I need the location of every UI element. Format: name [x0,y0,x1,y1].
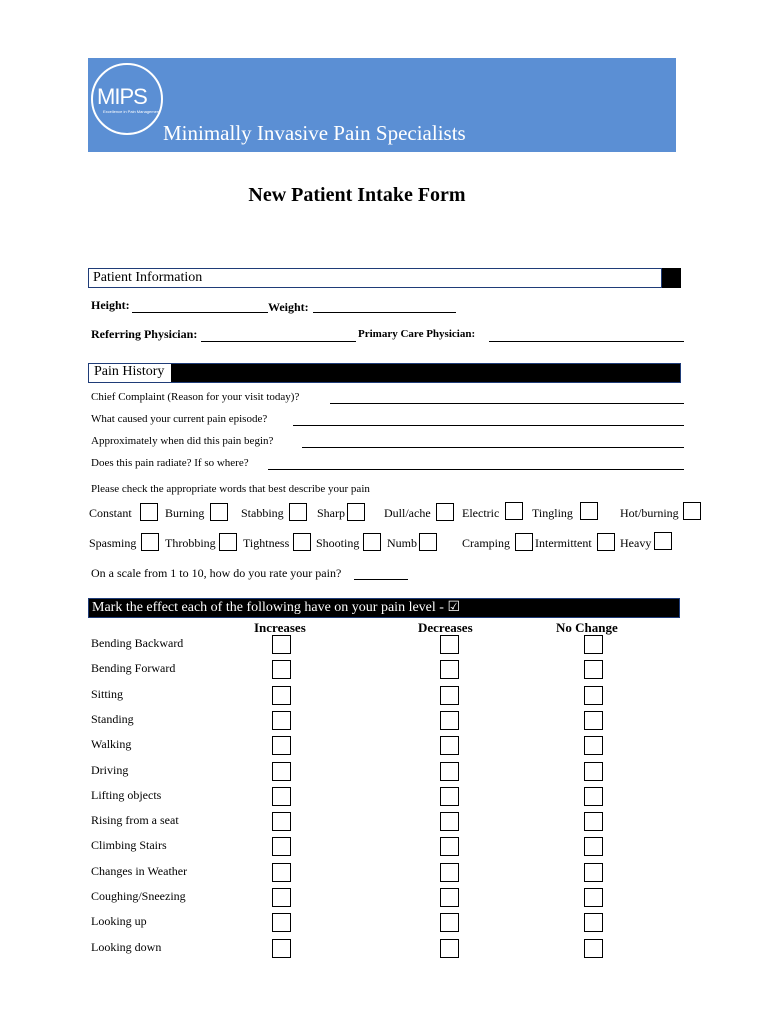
effect-checkbox-increases[interactable] [272,660,291,679]
word-label-electric: Electric [462,506,500,520]
effect-checkbox-decreases[interactable] [440,686,459,705]
effect-checkbox-no-change[interactable] [584,686,603,705]
effect-checkbox-no-change[interactable] [584,736,603,755]
word-checkbox-sharp[interactable] [347,503,365,521]
activity-label: Bending Forward [91,661,176,676]
height-label: Height: [91,298,130,312]
effect-checkbox-increases[interactable] [272,888,291,907]
effect-checkbox-increases[interactable] [272,863,291,882]
word-label-sharp: Sharp [317,506,345,520]
effect-checkbox-no-change[interactable] [584,711,603,730]
effect-checkbox-no-change[interactable] [584,787,603,806]
word-label-tightness: Tightness [243,536,290,550]
word-checkbox-intermittent[interactable] [597,533,615,551]
effect-checkbox-increases[interactable] [272,686,291,705]
word-label-intermittent: Intermittent [535,536,592,550]
describe-prompt: Please check the appropriate words that best describe your pain [91,483,370,495]
word-label-shooting: Shooting [316,536,360,550]
activity-label: Standing [91,711,134,726]
word-label-hot-burning: Hot/burning [620,506,679,520]
activity-label: Changes in Weather [91,863,188,878]
referring-physician-field[interactable] [201,341,356,342]
word-label-constant: Constant [89,506,132,520]
radiate-label: Does this pain radiate? If so where? [91,457,249,469]
col-no-change: No Change [556,620,618,635]
activity-label: Sitting [91,686,124,701]
effect-checkbox-no-change[interactable] [584,913,603,932]
word-checkbox-stabbing[interactable] [289,503,307,521]
word-checkbox-hot-burning[interactable] [683,502,701,520]
effect-checkbox-decreases[interactable] [440,736,459,755]
primary-care-label: Primary Care Physician: [358,328,476,340]
effect-checkbox-decreases[interactable] [440,787,459,806]
effect-checkbox-increases[interactable] [272,762,291,781]
activity-label: Coughing/Sneezing [91,889,186,903]
word-label-cramping: Cramping [462,536,510,550]
word-checkbox-numb[interactable] [419,533,437,551]
effects-title: Mark the effect each of the following have on your pain level - ☑ [92,600,460,615]
effect-checkbox-increases[interactable] [272,635,291,654]
onset-field[interactable] [302,447,684,448]
word-checkbox-shooting[interactable] [363,533,381,551]
activity-label: Driving [91,762,129,777]
effect-checkbox-increases[interactable] [272,939,291,958]
effect-checkbox-increases[interactable] [272,812,291,831]
effect-checkbox-decreases[interactable] [440,635,459,654]
effect-checkbox-decreases[interactable] [440,711,459,730]
word-checkbox-dull-ache[interactable] [436,503,454,521]
word-label-throbbing: Throbbing [165,536,216,550]
activity-label: Looking down [91,939,162,954]
word-label-dull-ache: Dull/ache [384,506,431,520]
pain-history-title: Pain History [94,364,165,379]
effect-checkbox-no-change[interactable] [584,939,603,958]
effect-checkbox-no-change[interactable] [584,812,603,831]
word-checkbox-heavy[interactable] [654,532,672,550]
word-label-spasming: Spasming [89,536,137,550]
effect-checkbox-decreases[interactable] [440,660,459,679]
effect-checkbox-no-change[interactable] [584,635,603,654]
chief-complaint-label: Chief Complaint (Reason for your visit today)? [91,391,300,403]
effect-checkbox-increases[interactable] [272,837,291,856]
effect-checkbox-decreases[interactable] [440,913,459,932]
word-checkbox-constant[interactable] [140,503,158,521]
word-checkbox-electric[interactable] [505,502,523,520]
logo-subtext: Excellence in Pain Management [103,109,161,114]
form-title: New Patient Intake Form [248,184,466,206]
effect-checkbox-decreases[interactable] [440,888,459,907]
effect-checkbox-no-change[interactable] [584,888,603,907]
col-increases: Increases [254,620,306,635]
word-checkbox-throbbing[interactable] [219,533,237,551]
effect-checkbox-no-change[interactable] [584,863,603,882]
activity-label: Bending Backward [91,636,184,650]
pain-history-header [88,363,681,383]
effect-checkbox-no-change[interactable] [584,837,603,856]
patient-info-title: Patient Information [93,270,203,285]
weight-field[interactable] [313,312,456,313]
activity-label: Rising from a seat [91,813,179,828]
word-checkbox-burning[interactable] [210,503,228,521]
word-label-heavy: Heavy [620,536,652,550]
chief-complaint-field[interactable] [330,403,684,404]
pain-scale-label: On a scale from 1 to 10, how do you rate your pain? [91,566,342,580]
activity-label: Climbing Stairs [91,838,167,853]
pain-scale-field[interactable] [354,579,408,580]
effect-checkbox-no-change[interactable] [584,660,603,679]
word-checkbox-cramping[interactable] [515,533,533,551]
word-label-burning: Burning [165,506,205,520]
weight-label: Weight: [268,300,309,314]
effect-checkbox-decreases[interactable] [440,939,459,958]
word-checkbox-tightness[interactable] [293,533,311,551]
primary-care-field[interactable] [489,341,684,342]
effect-checkbox-no-change[interactable] [584,762,603,781]
col-decreases: Decreases [418,620,473,635]
word-label-tingling: Tingling [532,506,573,520]
effect-checkbox-decreases[interactable] [440,812,459,831]
word-checkbox-tingling[interactable] [580,502,598,520]
effect-checkbox-decreases[interactable] [440,837,459,856]
referring-physician-label: Referring Physician: [91,327,198,341]
activity-label: Lifting objects [91,787,162,802]
org-name: Minimally Invasive Pain Specialists [163,121,466,145]
patient-info-header-fill [662,268,681,288]
effect-checkbox-increases[interactable] [272,711,291,730]
activity-label: Walking [91,737,132,752]
word-label-stabbing: Stabbing [241,506,284,520]
height-field[interactable] [132,312,268,313]
cause-field[interactable] [293,425,684,426]
logo-text: MIPS [97,84,147,109]
cause-label: What caused your current pain episode? [91,413,268,425]
word-checkbox-spasming[interactable] [141,533,159,551]
radiate-field[interactable] [268,469,684,470]
effect-checkbox-increases[interactable] [272,736,291,755]
onset-label: Approximately when did this pain begin? [91,435,274,447]
effect-checkbox-increases[interactable] [272,787,291,806]
word-label-numb: Numb [387,536,417,550]
activity-label: Looking up [91,914,147,929]
effect-checkbox-increases[interactable] [272,913,291,932]
effect-checkbox-decreases[interactable] [440,762,459,781]
effect-checkbox-decreases[interactable] [440,863,459,882]
